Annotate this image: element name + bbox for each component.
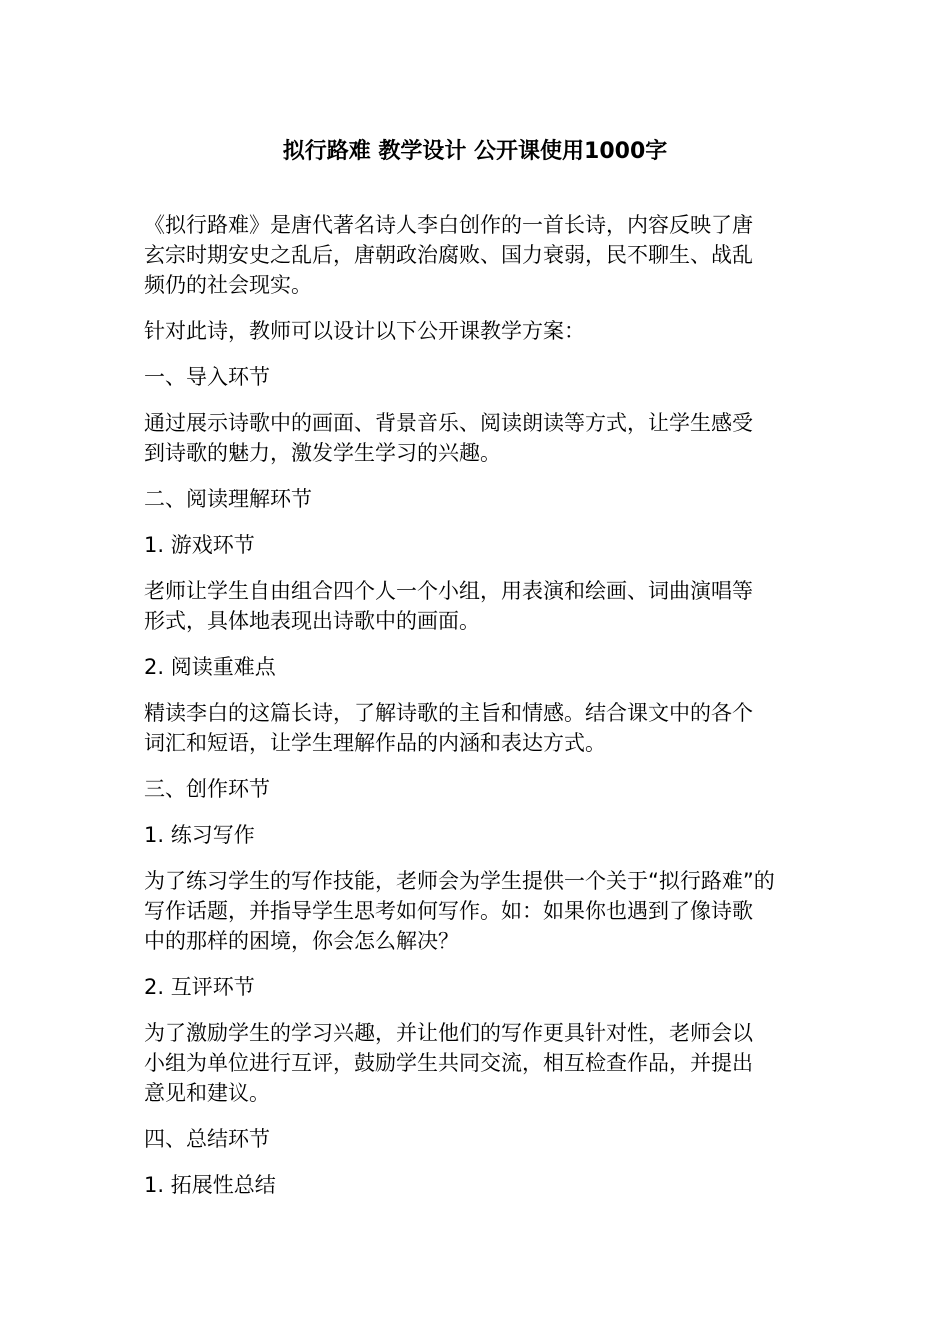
subheading-peer-review: 2. 互评环节 [144, 975, 255, 999]
paragraph-game-body: 老师让学生自由组合四个人一个小组，用表演和绘画、词曲演唱等 形式，具体地表现出诗歌中的画面。 [144, 579, 753, 633]
subheading-game: 1. 游戏环节 [144, 533, 255, 557]
section-heading-intro: 一、导入环节 [144, 365, 270, 389]
paragraph-intro-body: 通过展示诗歌中的画面、背景音乐、阅读朗读等方式，让学生感受 到诗歌的魅力，激发学生学习的兴趣。 [144, 411, 753, 465]
section-heading-summary: 四、总结环节 [144, 1127, 270, 1151]
subheading-key-points: 2. 阅读重难点 [144, 655, 276, 679]
paragraph-practice-body: 为了练习学生的写作技能，老师会为学生提供一个关于“拟行路难”的 写作话题，并指导学生思考如何写作。如：如果你也遇到了像诗歌 中的那样的困境，你会怎么解决？ [144, 869, 775, 953]
paragraph-intro: 《拟行路难》是唐代著名诗人李白创作的一首长诗，内容反映了唐 玄宗时期安史之乱后，唐朝政治腐败、国力衰弱，民不聊生、战乱 频仍的社会现实。 [144, 213, 753, 297]
paragraph-plan-lead: 针对此诗，教师可以设计以下公开课教学方案： [144, 319, 585, 343]
paragraph-peer-review-body: 为了激励学生的学习兴趣，并让他们的写作更具针对性，老师会以 小组为单位进行互评，鼓励学生共同交流，相互检查作品，并提出 意见和建议。 [144, 1021, 753, 1105]
subheading-extended-summary: 1. 拓展性总结 [144, 1173, 276, 1197]
subheading-practice: 1. 练习写作 [144, 823, 255, 847]
document-title: 拟行路难 教学设计 公开课使用1000字 [282, 139, 668, 164]
section-heading-reading: 二、阅读理解环节 [144, 487, 312, 511]
paragraph-key-points-body: 精读李白的这篇长诗，了解诗歌的主旨和情感。结合课文中的各个 词汇和短语，让学生理解作品的内涵和表达方式。 [144, 701, 753, 755]
document-body [144, 210, 814, 1216]
section-heading-writing: 三、创作环节 [144, 777, 270, 801]
